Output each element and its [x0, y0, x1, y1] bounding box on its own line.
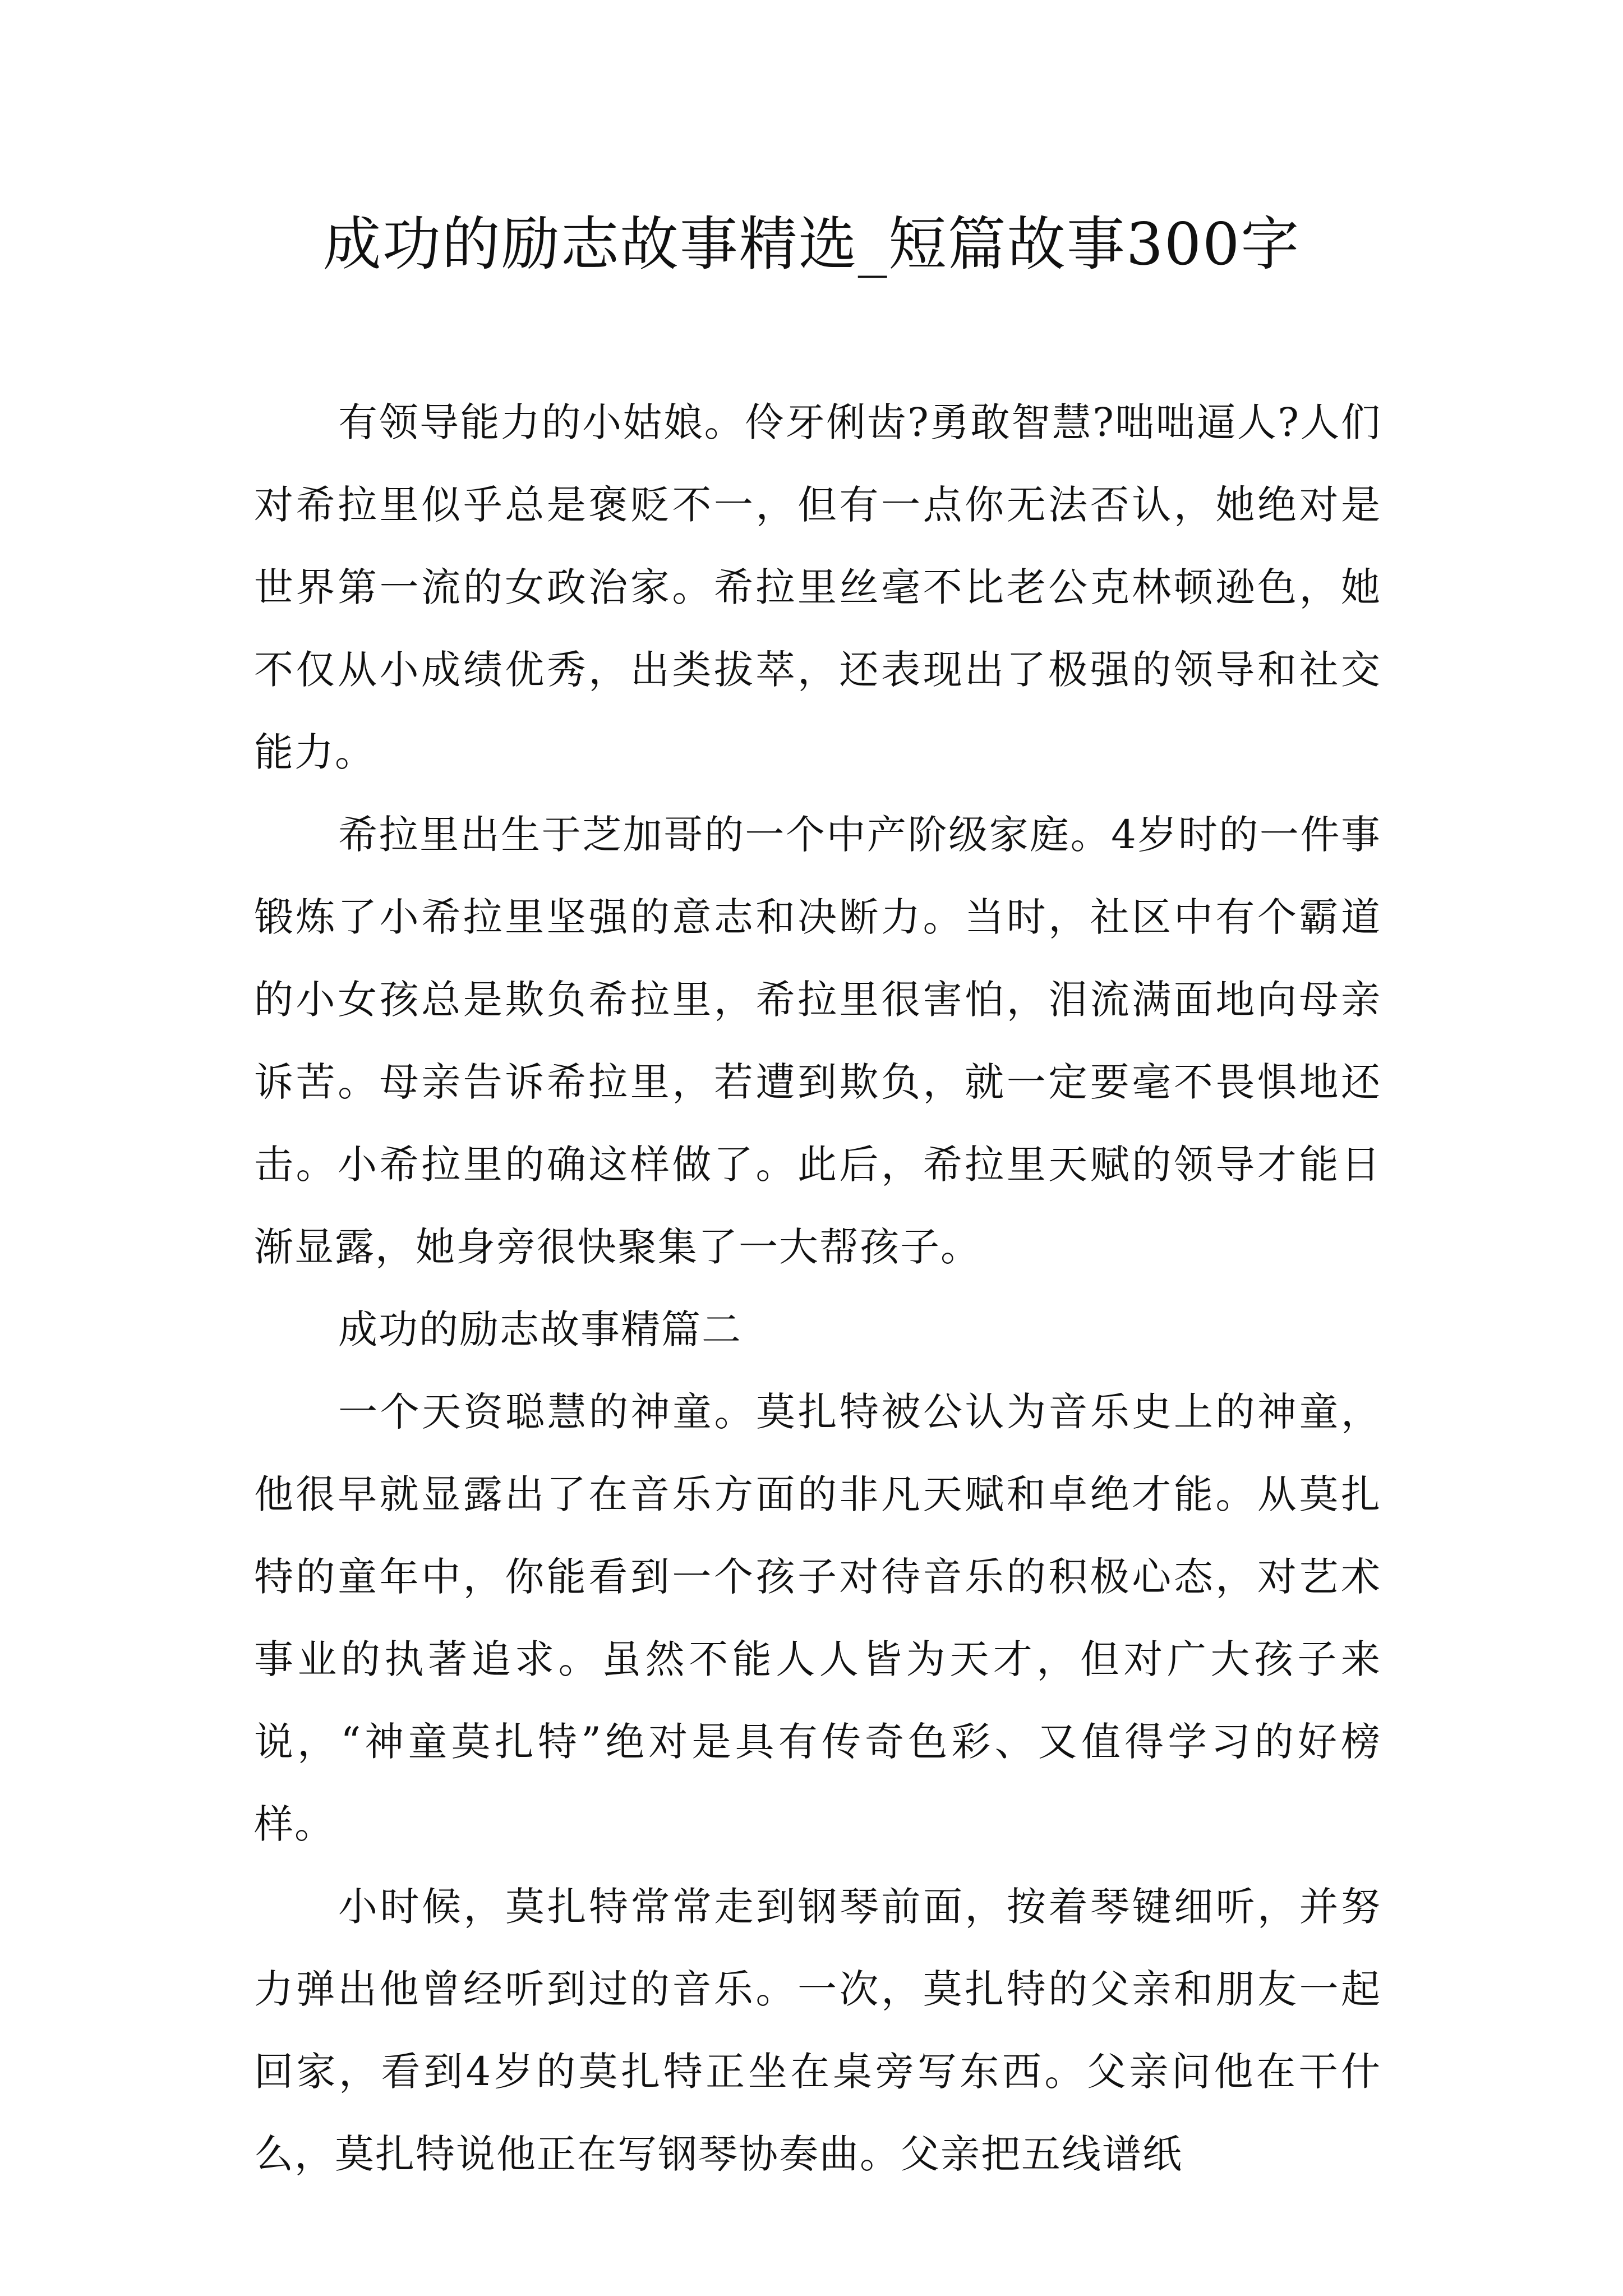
paragraph-3: 一个天资聪慧的神童。莫扎特被公认为音乐史上的神童，他很早就显露出了在音乐方面的非凡天赋和卓绝才能。从莫扎特的童年中，你能看到一个孩子对待音乐的积极心态，对艺术事业的执著追求。虽然不能人人皆为天才，但对广大孩子来说，“神童莫扎特”绝对是具有传奇色彩、又值得学习的好榜样。 — [254, 1389, 1381, 1847]
paragraph-4: 小时候，莫扎特常常走到钢琴前面，按着琴键细听，并努力弹出他曾经听到过的音乐。一次，莫扎特的父亲和朋友一起回家，看到4岁的莫扎特正坐在桌旁写东西。父亲问他在干什么，莫扎特说他正在写钢琴协奏曲。父亲把五线谱纸 — [254, 1884, 1381, 2177]
paragraph-1: 有领导能力的小姑娘。伶牙俐齿?勇敢智慧?咄咄逼人?人们对希拉里似乎总是褒贬不一，但有一点你无法否认，她绝对是世界第一流的女政治家。希拉里丝毫不比老公克林顿逊色，她不仅从小成绩优秀，出类拔萃，还表现出了极强的领导和社交能力。 — [254, 399, 1381, 775]
section-heading: 成功的励志故事精篇二 — [338, 1306, 742, 1352]
paragraph-2: 希拉里出生于芝加哥的一个中产阶级家庭。4岁时的一件事锻炼了小希拉里坚强的意志和决断力。当时，社区中有个霸道的小女孩总是欺负希拉里，希拉里很害怕，泪流满面地向母亲诉苦。母亲告诉希拉里，若遭到欺负，就一定要毫不畏惧地还击。小希拉里的确这样做了。此后，希拉里天赋的领导才能日渐显露，她身旁很快聚集了一大帮孩子。 — [254, 812, 1381, 1270]
page-title: 成功的励志故事精选_短篇故事300字 — [322, 210, 1301, 278]
article-body — [254, 381, 1381, 2196]
